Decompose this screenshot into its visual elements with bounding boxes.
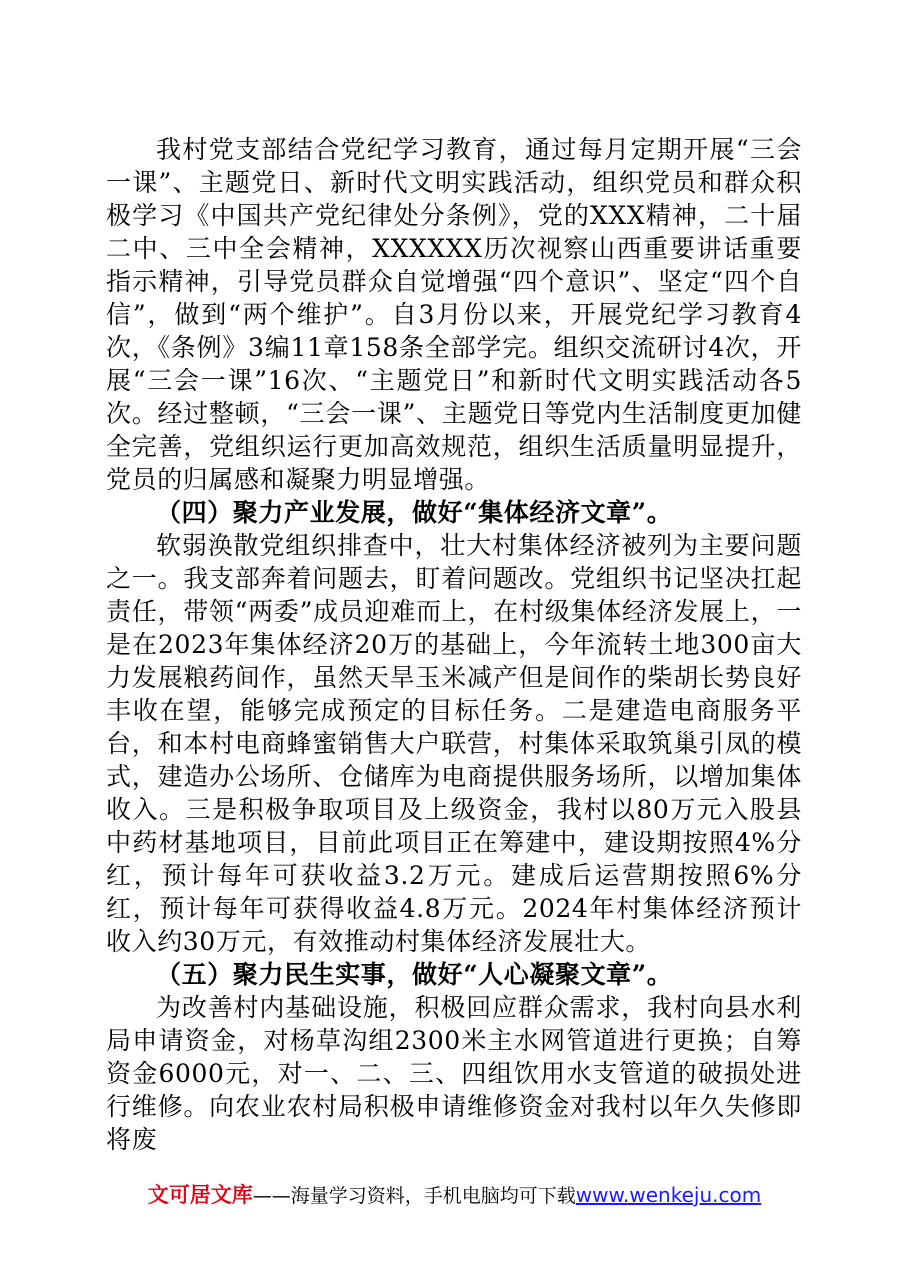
footer-site-link[interactable]: www.wenkeju.com	[575, 1183, 762, 1207]
body-paragraph-2: 软弱涣散党组织排查中，壮大村集体经济被列为主要问题之一。我支部奔着问题去，盯着问题改。党组织书记坚决扛起责任，带领“两委”成员迎难而上，在村级集体经济发展上，一是在2023年集体经济20万的基础上，今年流转土地300亩大力发展粮药间作，虽然天旱玉米减产但是间作的柴胡长势良好丰收在望，能够完成预定的目标任务。二是建造电商服务平台，和本村电商蜂蜜销售大户联营，村集体采取筑巢引凤的模式，建造办公场所、仓储库为电商提供服务场所，以增加集体收入。三是积极争取项目及上级资金，我村以80万元入股县中药材基地项目，目前此项目正在筹建中，建设期按照4%分红，预计每年可获收益3.2万元。建成后运营期按照6%分红，预计每年可获得收益4.8万元。2024年村集体经济预计收入约30万元，有效推动村集体经济发展壮大。	[106, 531, 802, 956]
page-footer	[0, 1180, 909, 1211]
section-heading-5: （五）聚力民生实事，做好“人心凝聚文章”。	[156, 960, 673, 989]
body-paragraph-3: 为改善村内基础设施，积极回应群众需求，我村向县水利局申请资金，对杨草沟组2300米主水网管道进行更换；自筹资金6000元，对一、二、三、四组饮用水支管道的破损处进行维修。向农业农村局积极申请维修资金对我村以年久失修即将废	[106, 993, 802, 1154]
body-paragraph-1: 我村党支部结合党纪学习教育，通过每月定期开展“三会一课”、主题党日、新时代文明实践活动，组织党员和群众积极学习《中国共产党纪律处分条例》，党的XXX精神，二十届二中、三中全会精神，XXXXXX历次视察山西重要讲话重要指示精神，引导党员群众自觉增强“四个意识”、坚定“四个自信”，做到“两个维护”。自3月份以来，开展党纪学习教育4次，《条例》3编11章158条全部学完。组织交流研讨4次，开展“三会一课”16次、“主题党日”和新时代文明实践活动各5次。经过整顿，“三会一课”、主题党日等党内生活制度更加健全完善，党组织运行更加高效规范，组织生活质量明显提升，党员的归属感和凝聚力明显增强。	[106, 135, 802, 494]
footer-slogan: ——海量学习资料，手机电脑均可下载	[252, 1185, 576, 1207]
document-body	[106, 133, 802, 1156]
section-heading-4: （四）聚力产业发展，做好“集体经济文章”。	[156, 498, 673, 527]
footer-brand: 文可居文库	[147, 1183, 253, 1207]
